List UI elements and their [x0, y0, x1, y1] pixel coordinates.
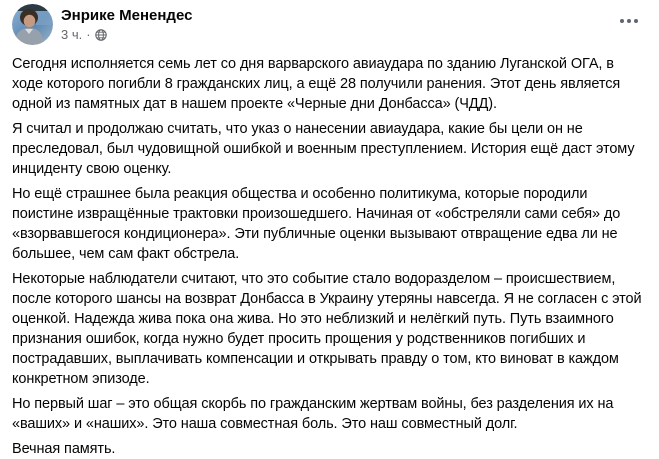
author-avatar[interactable]	[12, 4, 53, 45]
author-name[interactable]: Энрике Менендес	[61, 7, 193, 24]
post-paragraph: Сегодня исполняется семь лет со дня варварского авиаудара по зданию Луганской ОГА, в ходе которого погибли 8 гражданских лиц, а ещё 28 получили ранения. Этот день является одной из памятных дат в нашем проекте «Черные дни Донбасса» (ЧДД).	[12, 56, 621, 112]
globe-public-icon	[95, 29, 107, 41]
post-paragraph: Но ещё страшнее была реакция общества и особенно политикума, которые породили поистине извращённые трактовки произошедшего. Начиная от «обстреляли сами себя» до «взорвавшегося кондиционера». Эти публичные оценки вызывают отвращение едва ли не большее, чем сам факт обстрела.	[12, 186, 621, 262]
meta-separator: ·	[86, 27, 91, 42]
ellipsis-horizontal-icon	[620, 19, 639, 24]
author-photo-icon	[12, 4, 53, 45]
post-paragraph: Вечная память.	[12, 441, 116, 457]
post-paragraph: Я считал и продолжаю считать, что указ о нанесении авиаудара, какие бы цели он не преследовал, был чудовищной ошибкой и военным преступлением. История ещё даст этому инциденту свою оценку.	[12, 121, 635, 177]
post-paragraph: Но первый шаг – это общая скорбь по гражданским жертвам войны, без разделения их на «ваших» и «наших». Это наша совместная боль. Это наш совместный долг.	[12, 396, 614, 432]
post-meta	[61, 27, 192, 43]
post-body	[0, 48, 659, 459]
more-options-button[interactable]	[613, 9, 645, 33]
post-paragraph: Некоторые наблюдатели считают, что это событие стало водоразделом – происшествием, после которого шансы на возврат Донбасса в Украину утеряны навсегда. Я не согласен с этой оценкой. Надежда жива пока она жива. Но это неблизкий и нелёгкий путь. Путь взаимного признания ошибок, когда нужно будет просить прощения у родственников погибших и пострадавших, выплачивать компенсации и открывать правду о том, кто виноват в каждом конкретном эпизоде.	[12, 271, 642, 387]
post-timestamp[interactable]: 3 ч.	[61, 27, 83, 42]
header-text	[61, 4, 192, 43]
post-header	[0, 0, 659, 48]
